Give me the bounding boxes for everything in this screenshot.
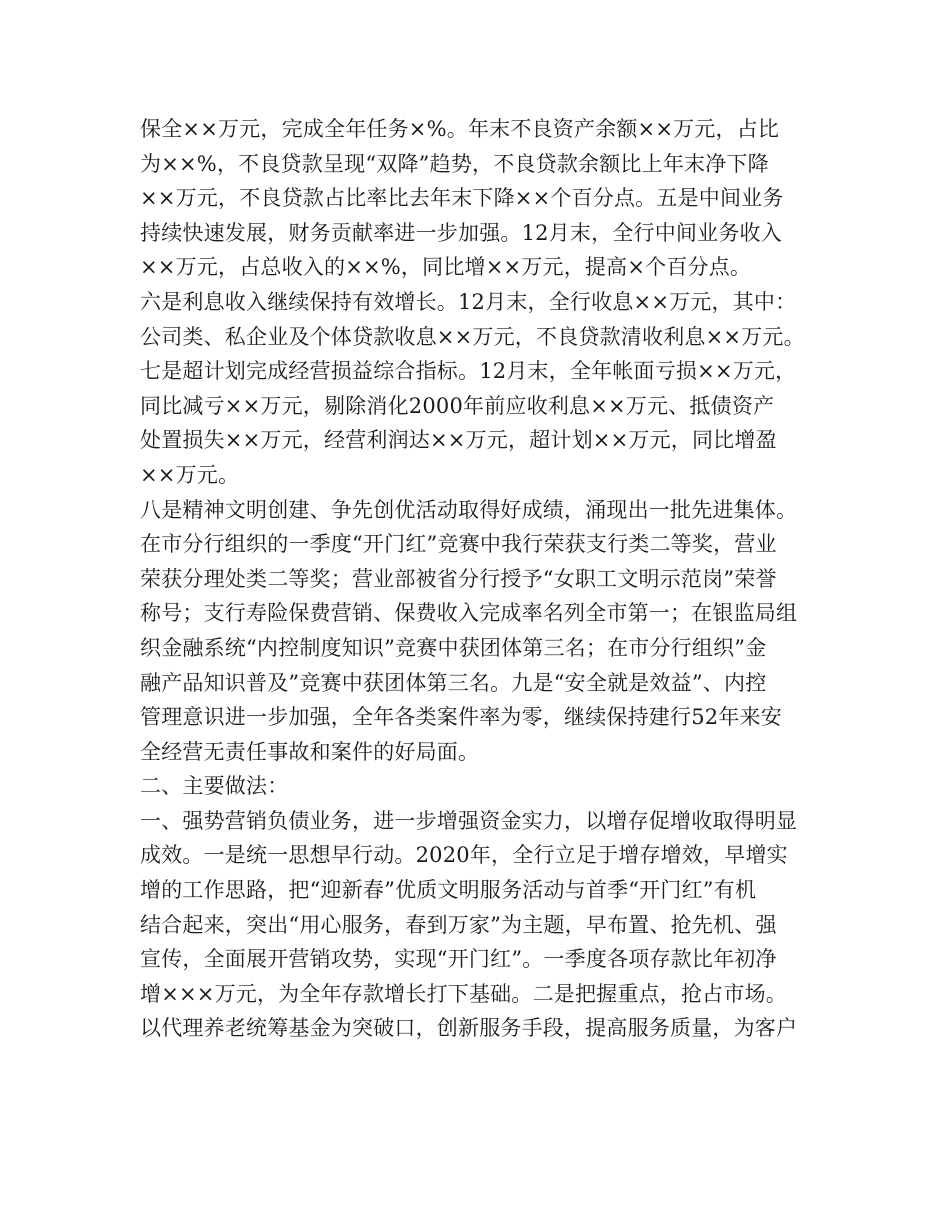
text-line-6: 六是利息收入继续保持有效增长。12月末，全行收息××万元，其中：: [140, 289, 797, 314]
text-line-13: 在市分行组织的一季度“开门红”竞赛中我行荣获支行类二等奖，营业: [140, 532, 777, 557]
text-line-27: 以代理养老统筹基金为突破口，创新服务手段，提高服务质量，为客户: [140, 1016, 798, 1041]
body-text: [140, 112, 830, 1046]
text-line-7: 公司类、私企业及个体贷款收息××万元，不良贷款清收利息××万元。: [140, 324, 805, 349]
text-line-10: 处置损失××万元，经营利润达××万元，超计划××万元，同比增盈: [140, 428, 777, 453]
text-line-3: ××万元，不良贷款占比率比去年末下降××个百分点。五是中间业务: [140, 186, 784, 211]
text-line-1: 保全××万元，完成全年任务×%。年末不良资产余额××万元，占比: [140, 117, 780, 141]
text-line-17: 融产品知识普及”竞赛中获团体第三名。九是“安全就是效益”、内控: [140, 670, 767, 695]
text-line-18: 管理意识进一步加强，全年各类案件率为零，继续保持建行52年来安: [140, 705, 782, 730]
text-line-11: ××万元。: [140, 462, 240, 487]
text-line-5: ××万元，占总收入的××%，同比增××万元，提高×个百分点。: [140, 255, 752, 280]
text-line-24: 结合起来，突出“用心服务，春到万家”为主题，早布置、抢先机、强: [140, 912, 777, 937]
text-line-4: 持续快速发展，财务贡献率进一步加强。12月末，全行中间业务收入: [140, 220, 782, 245]
text-line-8: 七是超计划完成经营损益综合指标。12月末，全年帐面亏损××万元，: [140, 359, 797, 384]
text-line-21: 一、强势营销负债业务，进一步增强资金实力，以增存促增收取得明显: [140, 808, 798, 833]
text-line-14: 荣获分理处类二等奖；营业部被省分行授予“女职工文明示范岗”荣誉: [140, 566, 777, 591]
text-line-26: 增×××万元，为全年存款增长打下基础。二是把握重点，抢占市场。: [140, 981, 787, 1006]
text-line-22: 成效。一是统一思想早行动。2020年，全行立足于增存增效，早增实: [140, 843, 788, 868]
section-heading: 二、主要做法：: [140, 774, 289, 799]
text-line-9: 同比减亏××万元，剔除消化2000年前应收利息××万元、抵债资产: [140, 393, 775, 418]
text-line-25: 宣传，全面展开营销攻势，实现“开门红”。一季度各项存款比年初净: [140, 947, 777, 972]
text-line-23: 增的工作思路，把“迎新春”优质文明服务活动与首季“开门红”有机: [140, 878, 757, 903]
text-line-19: 全经营无责任事故和案件的好局面。: [140, 739, 480, 764]
text-line-2: 为××%，不良贷款呈现“双降”趋势，不良贷款余额比上年末净下降: [140, 151, 769, 176]
text-line-15: 称号；支行寿险保费营销、保费收入完成率名列全市第一；在银监局组: [140, 601, 798, 626]
text-line-12: 八是精神文明创建、争先创优活动取得好成绩，涌现出一批先进集体。: [140, 497, 798, 522]
text-line-16: 织金融系统“内控制度知识”竞赛中获团体第三名；在市分行组织”金: [140, 635, 767, 660]
